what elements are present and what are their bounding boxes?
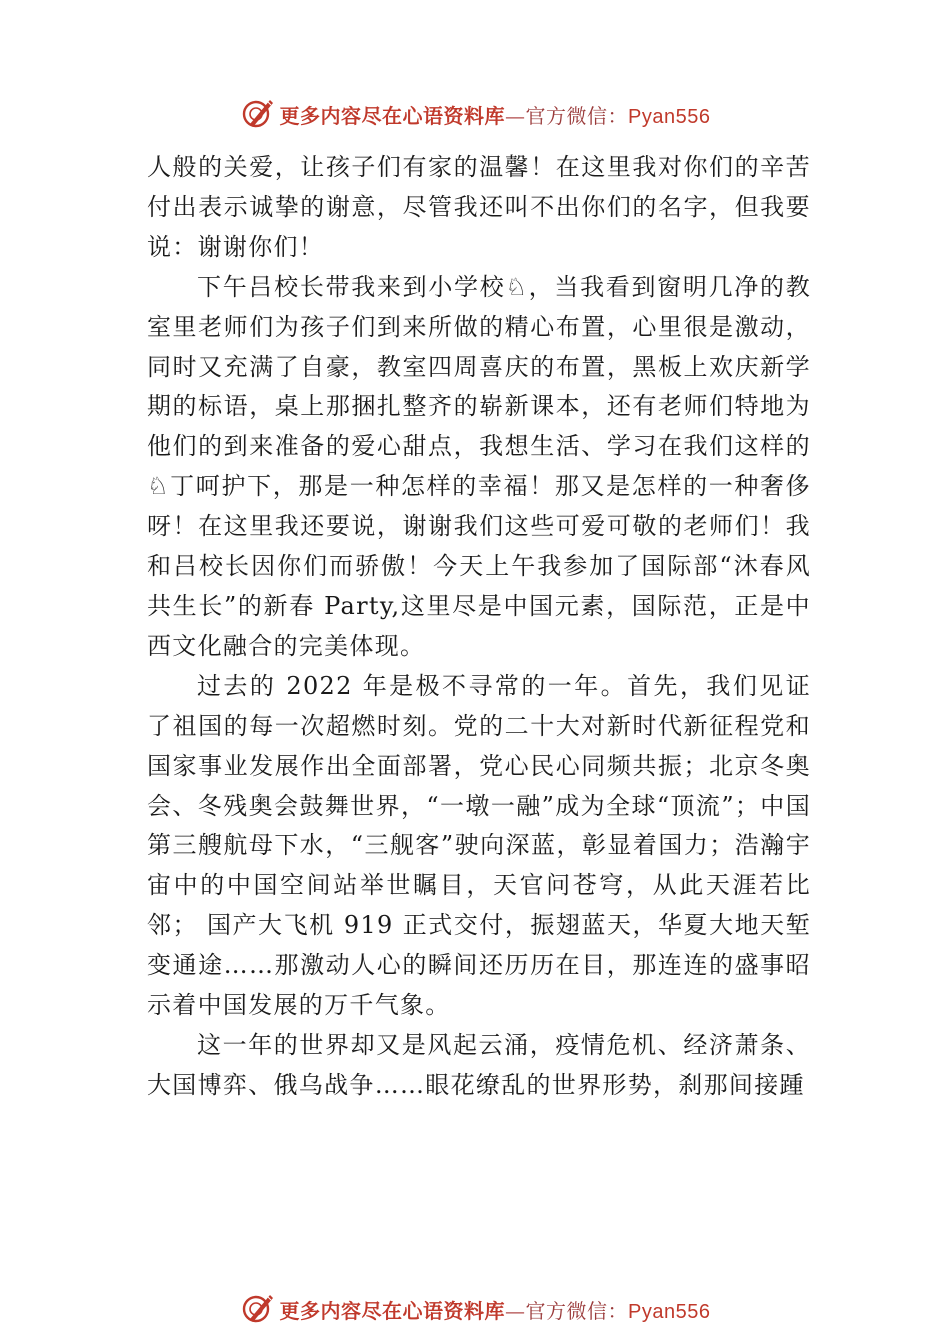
banner-wechat-id: Pyan556 (628, 1300, 711, 1323)
paragraph-2: 下午吕校长带我来到小学校♘，当我看到窗明几净的教室里老师们为孩子们到来所做的精心布置，心里很是激动， 同时又充满了自豪，教室四周喜庆的布置，黑板上欢庆新学期的标语，桌上那捆扎整齐的崭新课本，还有老师们特地为他们的到来准备的爱心甜点，我想生活、学习在我们这样的♘丁呵护下，那是一种怎样的幸福！那又是怎样的一种奢侈呀！在这里我还要说，谢谢我们这些可爱可敬的老师们！我和吕校长因你们而骄傲！今天上午我参加了国际部“沐春风共生长”的新春 Party,这里尽是中国元素，国际范，正是中西文化融合的完美体现。 (147, 272, 811, 660)
banner-separator: — (505, 103, 526, 128)
header-banner (0, 94, 950, 134)
banner-wechat-id: Pyan556 (628, 105, 711, 128)
banner-label: 官方微信： (525, 1298, 629, 1323)
paragraph-1: 人般的关爱，让孩子们有家的温馨！在这里我对你们的辛苦付出表示诚挚的谢意，尽管我还叫不出你们的名字，但我要说：谢谢你们！ (147, 153, 811, 261)
footer-banner (0, 1289, 950, 1329)
banner-brand: 更多内容尽在心语资料库 (279, 1298, 506, 1323)
paragraph-4: 这一年的世界却又是风起云涌，疫情危机、经济萧条、大国博弈、俄乌战争……眼花缭乱的世界形势，刹那间接踵 (147, 1030, 811, 1099)
quill-pen-logo-icon (240, 1291, 276, 1327)
paragraph-3: 过去的 2022 年是极不寻常的一年。首先，我们见证了祖国的每一次超燃时刻。党的二十大对新时代新征程党和国家事业发展作出全面部署，党心民心同频共振；北京冬奥会、冬残奥会鼓舞世界，“一墩一融”成为全球“顶流”；中国第三艘航母下水，“三舰客”驶向深蓝，彰显着国力；浩瀚宇宙中的中国空间站举世瞩目，天官问苍穹，从此天涯若比邻； 国产大飞机 919 正式交付，振翅蓝天，华夏大地天堑变通途……那激动人心的瞬间还历历在目，那连连的盛事昭示着中国发展的万千气象。 (147, 671, 811, 1020)
quill-pen-logo-icon (240, 96, 276, 132)
document-body (147, 148, 811, 1106)
banner-label: 官方微信： (525, 103, 629, 128)
banner-separator: — (505, 1298, 526, 1323)
banner-text (280, 100, 711, 129)
banner-text (280, 1295, 711, 1324)
banner-brand: 更多内容尽在心语资料库 (279, 103, 506, 128)
